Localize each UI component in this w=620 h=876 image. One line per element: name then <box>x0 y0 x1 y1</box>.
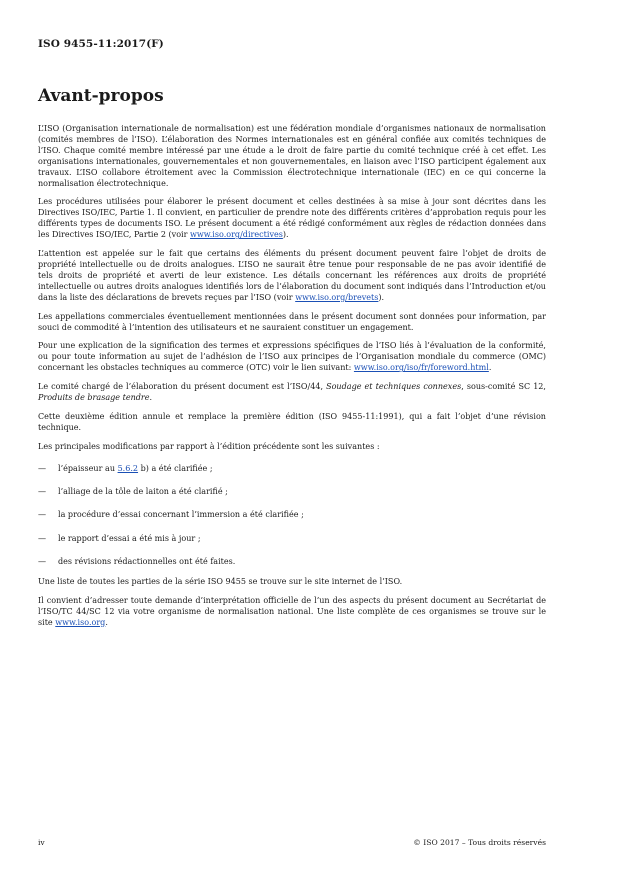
paragraph-conformity <box>38 341 546 374</box>
paragraph-text: Pour une explication de la signification des termes et expressions spécifiques de l’ISO liés à l’évaluation de la conformité, ou pour toute information au sujet de l’adhésion de l’ISO aux principes de l’Organisation mondiale du commerce (OMC) concernant les obstacles techniques au commerce (OTC) voir le lien suivant: <box>38 341 546 373</box>
paragraph-text: Les procédures utilisées pour élaborer le présent document et celles destinées à sa mise à jour sont décrites dans les Directives ISO/IEC, Partie 1. Il convient, en particulier de prendre note des différents critères d’approbation requis pour les différents types de documents ISO. Le présent document a été rédigé conformément aux règles de rédaction données dans les Directives ISO/IEC, Partie 2 (voir <box>38 197 546 240</box>
subcommittee-name: Produits de brasage tendre. <box>38 393 153 403</box>
paragraph-edition: Cette deuxième édition annule et remplace la première édition (ISO 9455-11:1991), qui a fait l’objet d’une révision technique. <box>38 411 546 432</box>
list-item-text: des révisions rédactionnelles ont été faites. <box>58 557 236 567</box>
list-item-text: le rapport d’essai a été mis à jour ; <box>58 533 201 543</box>
patents-link[interactable]: www.iso.org/brevets <box>295 292 379 302</box>
list-item <box>38 464 546 475</box>
paragraph-iso-intro: L’ISO (Organisation internationale de normalisation) est une fédération mondiale d’organismes nationaux de normalisation (comités membres de l’ISO). L’élaboration des Normes internationales est en général confiée aux comités techniques de l’ISO. Chaque comité membre intéressé par une étude a le droit de faire partie du comité technique créé à cet effet. Les organisations internationales, gouvernementales et non gouvernementales, en liaison avec l’ISO participent également aux travaux. L’ISO collabore étroitement avec la Commission électrotechnique internationale (IEC) en ce qui concerne la normalisation électrotechnique. <box>38 124 546 188</box>
list-item <box>38 534 546 545</box>
list-item-text: l’alliage de la tôle de laiton a été clarifié ; <box>58 487 228 497</box>
dash-mark: — <box>38 487 47 497</box>
paragraph-series-list: Une liste de toutes les parties de la série ISO 9455 se trouve sur le site internet de l’ISO. <box>38 577 403 587</box>
paragraph-text: L’attention est appelée sur le fait que certains des éléments du présent document peuvent faire l’objet de droits de propriété intellectuelle ou de droits analogues. L’ISO ne saurait être tenue pour responsable de ne pas avoir identifié de tels droits de propriété et averti de leur existence. Les détails concernant les références aux droits de propriété intellectuelle ou autres droits analogues identifiés lors de l’élaboration du document sont indiqués dans l’Introduction et/ou dans la liste des déclarations de brevets reçues par l’ISO (voir <box>38 249 546 302</box>
foreword-body <box>38 124 546 637</box>
document-id-header: ISO 9455-11:2017(F) <box>38 38 164 50</box>
clause-link[interactable]: 5.6.2 <box>117 463 139 473</box>
paragraph-committee <box>38 382 546 404</box>
paragraph-text-end: ). <box>282 230 289 240</box>
paragraph-text-end: . <box>488 363 492 373</box>
paragraph-text-mid: , sous-comité SC 12, <box>461 382 546 392</box>
paragraph-text: Il convient d’adresser toute demande d’interprétation officielle de l’un des aspects du présent document au Secrétariat de l’ISO/TC 44/SC 12 via votre organisme de normalisation national. Une liste complète de ces organismes se trouve sur le site <box>38 596 546 627</box>
paragraph-trade-names: Les appellations commerciales éventuellement mentionnées dans le présent document sont données pour information, par souci de commodité à l’intention des utilisateurs et ne sauraient constituer un engagement. <box>38 311 546 332</box>
list-item-text: la procédure d’essai concernant l’immersion a été clarifiée ; <box>58 510 304 520</box>
paragraph-patents <box>38 249 546 304</box>
paragraph-interpretation <box>38 596 546 629</box>
directives-link[interactable]: www.iso.org/directives <box>190 230 283 240</box>
paragraph-text: Le comité chargé de l’élaboration du présent document est l’ISO/44, <box>38 382 327 392</box>
list-item <box>38 487 546 498</box>
copyright-notice: © ISO 2017 – Tous droits réservés <box>413 838 546 847</box>
dash-mark: — <box>38 510 47 520</box>
paragraph-changes-intro: Les principales modifications par rapport à l’édition précédente sont les suivantes : <box>38 441 380 451</box>
list-item <box>38 510 546 521</box>
list-item-text <box>58 464 213 475</box>
paragraph-text-end: ). <box>378 292 385 302</box>
foreword-link[interactable]: www.iso.org/iso/fr/foreword.html <box>353 363 489 373</box>
page-footer <box>38 838 546 847</box>
paragraph-procedures <box>38 197 546 241</box>
page-number: iv <box>38 838 45 847</box>
list-item-post: b) a été clarifiée ; <box>138 463 213 473</box>
list-item-pre: l’épaisseur au <box>58 463 118 473</box>
committee-name: Soudage et techniques connexes <box>326 382 462 392</box>
paragraph-text-end: . <box>105 617 108 627</box>
dash-mark: — <box>38 557 47 567</box>
page-title: Avant-propos <box>38 86 164 106</box>
list-item <box>38 557 546 568</box>
dash-mark: — <box>38 463 47 473</box>
iso-website-link[interactable]: www.iso.org <box>55 617 106 627</box>
dash-mark: — <box>38 533 47 543</box>
